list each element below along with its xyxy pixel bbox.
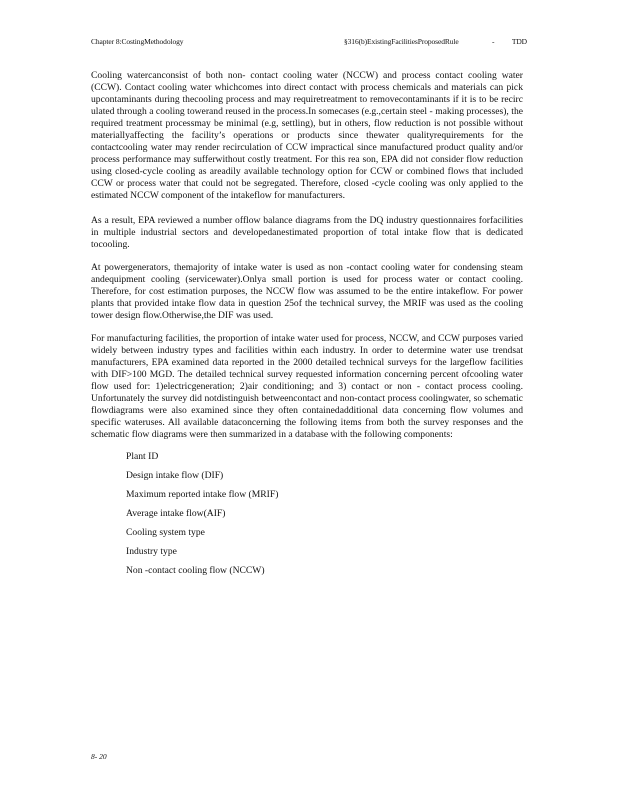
list-item	[91, 546, 523, 565]
body-content	[91, 70, 523, 584]
components-list	[91, 451, 523, 584]
paragraph-flow-balance: As a result, EPA reviewed a number offlow balance diagrams from the DQ industry questionnaires forfacilities in multiple industrial sectors and developedanestimated proportion of total intake flow that is dedicated tocooling.	[91, 215, 523, 250]
section-title: §316(b)ExistingFacilitiesProposedRule	[344, 37, 459, 46]
paragraph-manufacturing: For manufacturing facilities, the proportion of intake water used for process, NCCW, and CCW purposes varied widely between industry types and facilities within each industry. In order to determine water use trendsat manufacturers, EPA examined data reported in the 2000 detailed technical surveys for the largeflow facilities with DIF>100 MGD. The detailed technical survey requested information concerning percent ofcooling water flow used for: 1)electricgeneration; 2)air conditioning; and 3) contact or non - contact process cooling. Unfortunately the survey did notdistinguish betweencontact and non-contact process coolingwater, so schematic flowdiagrams were also examined since they often containedadditional data concerning flow volumes and specific wateruses. All available dataconcerning the following items from both the survey responses and the schematic flow diagrams were then summarized in a database with the following components:	[91, 333, 523, 440]
page-header	[91, 37, 527, 49]
list-item	[91, 470, 523, 489]
paragraph-cooling-water: Cooling watercanconsist of both non- contact cooling water (NCCW) and process contact cooling water (CCW). Contact cooling water whichcomes into direct contact with process chemicals and materials can pick upcontaminants during thecooling process and may requiretreatment to removecontaminants if it is to be recirc ulated through a cooling towerand reused in the process.In somecases (e.g.,certain steel - making processes), the required treatment processmay be minimal (e.g, settling), but in others, flow reduction is not possible without materiallyaffecting the facility’s operations or products since thewater qualityrequirements for the contactcooling water may render recirculation of CCW impractical since manufactured product quality and/or process performance may sufferwithout costly treatment. For this rea son, EPA did not consider flow reduction using closed-cycle cooling as areadily available technology option for CCW or combined flows that included CCW or process water that could not be segregated. Therefore, closed -cycle cooling was only applied to the estimated NCCW component of the intakeflow for manufacturers.	[91, 70, 523, 201]
list-item-label: Average intake flow(AIF)	[126, 508, 226, 519]
list-item-label: Cooling system type	[126, 527, 205, 538]
list-item	[91, 565, 523, 584]
list-item	[91, 527, 523, 546]
list-item-label: Maximum reported intake flow (MRIF)	[126, 489, 279, 500]
paragraph-power-generators: At powergenerators, themajority of intake water is used as non -contact cooling water for condensing steam andequipment cooling (servicewater).Onlya small portion is used for process water or contact cooling. Therefore, for cost estimation purposes, the NCCW flow was assumed to be the entire intakeflow. For power plants that provided intake flow data in question 25of the technical survey, the MRIF was used as the cooling tower design flow.Otherwise,the DIF was used.	[91, 262, 523, 321]
header-separator: -	[492, 37, 495, 46]
chapter-title: Chapter 8:CostingMethodology	[91, 37, 184, 46]
list-item	[91, 489, 523, 508]
document-code: TDD	[511, 37, 527, 46]
list-item	[91, 508, 523, 527]
list-item-label: Non -contact cooling flow (NCCW)	[126, 565, 265, 576]
list-item-label: Industry type	[126, 546, 177, 557]
list-item-label: Plant ID	[126, 451, 159, 462]
list-item-label: Design intake flow (DIF)	[126, 470, 224, 481]
list-item	[91, 451, 523, 470]
page-number: 8- 20	[91, 752, 107, 761]
